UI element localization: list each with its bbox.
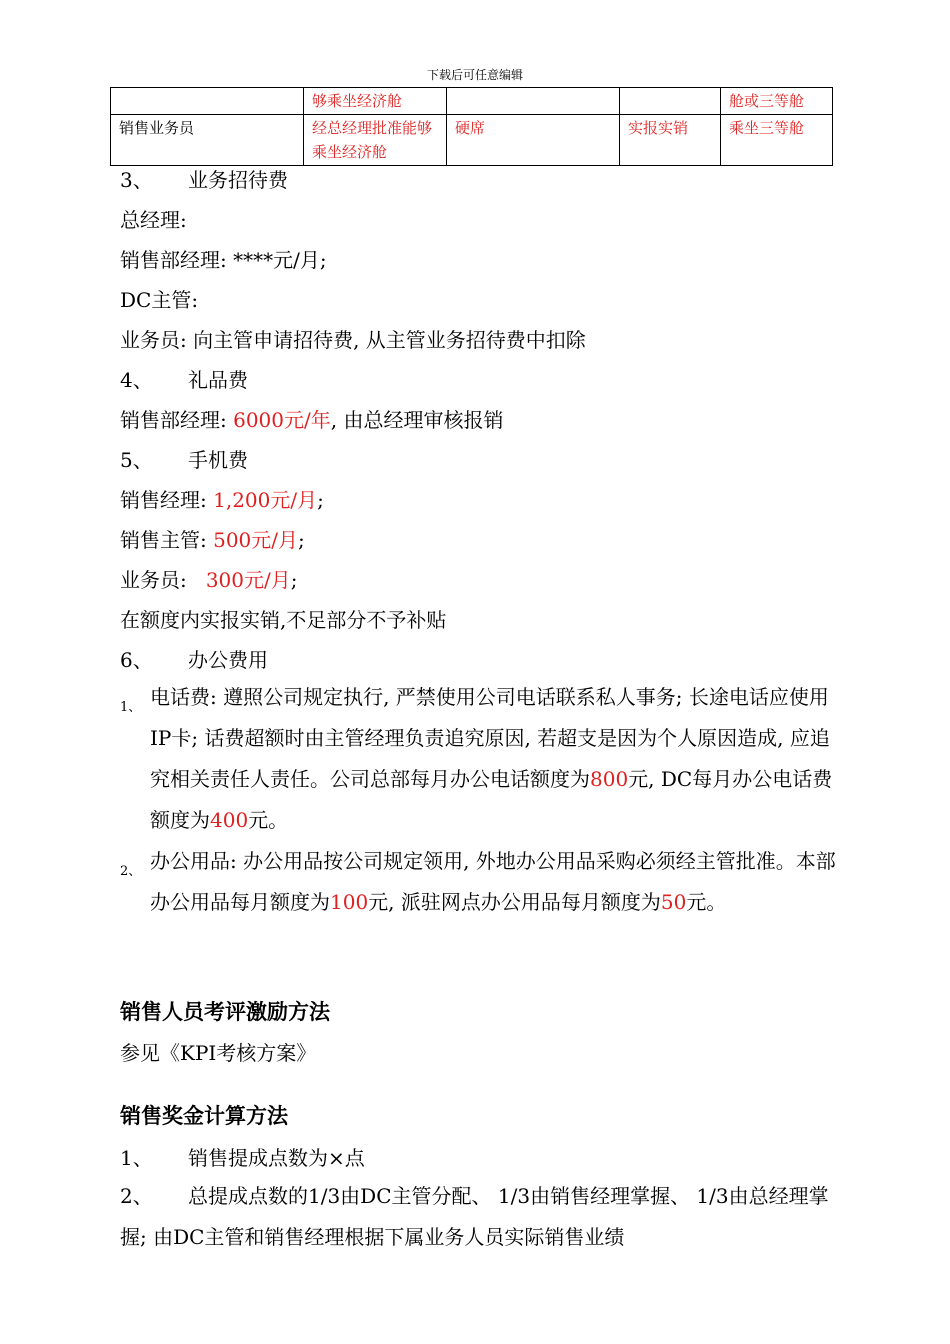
section-title: 办公费用	[188, 648, 268, 672]
section-number: 3、	[120, 168, 153, 192]
table-cell: 乘坐三等舱	[721, 115, 833, 166]
amount-highlight: 50	[660, 890, 687, 914]
text-segment: 元。	[248, 808, 289, 832]
text-line: 销售部经理: ****元/月;	[120, 248, 327, 272]
travel-policy-table	[110, 87, 833, 166]
line-label: 销售主管:	[120, 528, 214, 552]
text-segment: 元。	[686, 890, 727, 914]
section-title: 手机费	[188, 448, 248, 472]
table-cell: 经总经理批准能够乘坐经济舱	[304, 115, 447, 166]
semicolon: ;	[317, 488, 324, 512]
table-cell: 够乘坐经济舱	[304, 88, 447, 115]
text-line	[120, 484, 324, 513]
list-marker: 1、	[120, 700, 142, 715]
text-segment: 电话费: 遵照公司规定执行, 严禁使用公司电话联系私人事务; 长途电话应使用IP卡; 话费超额时由主管经理负责追究原因, 若超支是因为个人原因造成, 应追究相关责任人责任。公司总部每月办公电话额度为	[150, 685, 830, 791]
table-cell	[620, 88, 721, 115]
section-5-title	[120, 444, 248, 473]
section-4-title	[120, 364, 248, 393]
text-line: 参见《KPI考核方案》	[120, 1041, 317, 1065]
section-number: 5、	[120, 448, 153, 472]
list-item-text	[120, 677, 840, 841]
list-item	[120, 1142, 365, 1171]
table-cell: 舱或三等舱	[721, 88, 833, 115]
amount-highlight: 1,200元/月	[213, 488, 318, 512]
list-item-text	[120, 841, 840, 923]
amount-highlight: 400	[210, 808, 249, 832]
table-cell	[447, 88, 620, 115]
section-title: 业务招待费	[188, 168, 288, 192]
list-item	[120, 1176, 840, 1258]
line-label: 销售部经理:	[120, 408, 234, 432]
section-number: 2、	[120, 1184, 153, 1208]
table-row	[111, 115, 833, 166]
list-item	[120, 677, 840, 841]
table-cell: 硬席	[447, 115, 620, 166]
amount-highlight: 300元/月	[205, 568, 291, 592]
text-line: 总经理:	[120, 208, 187, 232]
section-heading: 销售奖金计算方法	[120, 1104, 288, 1128]
section-heading: 销售人员考评激励方法	[120, 1000, 330, 1024]
amount-highlight: 6000元/年	[233, 408, 331, 432]
text-segment: 办公用品: 办公用品按公司规定领用, 外地办公用品采购必须经主管批准。本部办公用品每月额度为	[150, 849, 836, 914]
semicolon: ;	[290, 568, 298, 592]
line-label: 销售经理:	[120, 488, 214, 512]
list-item-text	[90, 1176, 840, 1258]
list-item-text: 销售提成点数为×点	[188, 1146, 365, 1170]
line-rest: , 由总经理审核报销	[330, 408, 504, 432]
amount-highlight: 100	[330, 890, 369, 914]
list-item	[120, 841, 840, 923]
table-cell: 实报实销	[620, 115, 721, 166]
list-marker: 2、	[120, 864, 142, 879]
text-segment: 总提成点数的1/3由DC主管分配、 1/3由销售经理掌握、 1/3由总经理掌握; 由DC主管和销售经理根据下属业务人员实际销售业绩	[120, 1184, 829, 1249]
table-cell: 销售业务员	[111, 115, 304, 166]
text-line	[120, 524, 305, 553]
text-line: 业务员: 向主管申请招待费, 从主管业务招待费中扣除	[120, 328, 586, 352]
text-line: DC主管:	[120, 288, 199, 312]
text-line	[120, 564, 297, 593]
section-6-title	[120, 644, 268, 673]
section-number: 1、	[120, 1146, 153, 1170]
amount-highlight: 500元/月	[213, 528, 299, 552]
text-line	[120, 404, 503, 433]
text-segment: 元, DC每月办公电话费额度为	[150, 767, 833, 832]
text-line: 在额度内实报实销,不足部分不予补贴	[120, 608, 447, 632]
table-row	[111, 88, 833, 115]
section-number: 4、	[120, 368, 153, 392]
text-segment: 元, 派驻网点办公用品每月额度为	[368, 890, 661, 914]
line-label: 业务员:	[120, 568, 206, 592]
semicolon: ;	[298, 528, 305, 552]
section-title: 礼品费	[188, 368, 248, 392]
table-cell	[111, 88, 304, 115]
page-header-note: 下载后可任意编辑	[426, 68, 523, 82]
amount-highlight: 800	[590, 767, 629, 791]
section-3-title	[120, 164, 288, 193]
section-number: 6、	[120, 648, 153, 672]
